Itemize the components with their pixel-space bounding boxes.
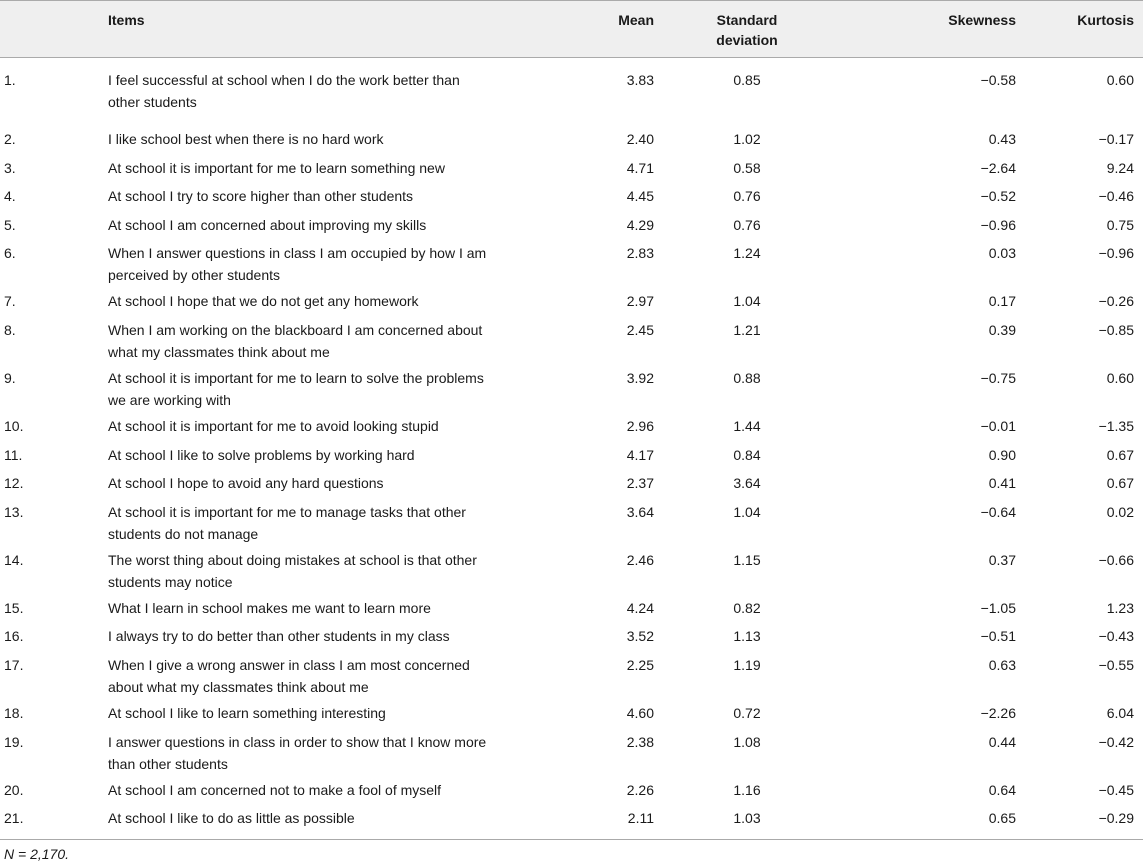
row-number: 14. — [4, 551, 24, 568]
row-mean: 2.96 — [626, 417, 654, 434]
row-item-text — [108, 242, 528, 290]
row-number: 18. — [4, 704, 24, 721]
row-number: 7. — [4, 293, 16, 310]
item-text-line: At school I am concerned about improving my skills — [108, 216, 427, 233]
row-kurtosis: 0.60 — [1106, 369, 1134, 386]
row-standard-deviation: 1.24 — [733, 245, 761, 262]
row-kurtosis: −1.35 — [1098, 417, 1134, 434]
table-row — [0, 654, 1143, 702]
row-number: 6. — [4, 245, 16, 262]
header-row — [0, 1, 1143, 58]
table-row — [0, 549, 1143, 597]
row-standard-deviation: 1.04 — [733, 293, 761, 310]
row-number: 21. — [0, 807, 108, 840]
row-skewness: −0.52 — [980, 188, 1016, 205]
row-standard-deviation: 1.44 — [733, 417, 761, 434]
item-text-line: other students — [108, 94, 197, 110]
row-kurtosis: −0.96 — [1098, 245, 1134, 262]
item-text-line: students do not manage — [108, 525, 259, 542]
table-row — [0, 702, 1143, 731]
row-number: 3. — [4, 159, 16, 176]
table-row — [0, 319, 1143, 367]
row-kurtosis: −0.29 — [1016, 807, 1143, 840]
table-body — [0, 58, 1143, 840]
row-item-text — [108, 625, 528, 654]
row-standard-deviation: 3.64 — [733, 475, 761, 492]
row-item-text — [108, 654, 528, 702]
item-text-line: The worst thing about doing mistakes at school is that other — [108, 551, 477, 568]
row-item-text — [108, 214, 528, 243]
header-mean: Mean — [528, 1, 654, 58]
table-row — [0, 290, 1143, 319]
row-skewness: −0.64 — [980, 503, 1016, 520]
row-skewness: 0.44 — [988, 733, 1016, 750]
row-mean: 2.25 — [626, 656, 654, 673]
row-number: 2. — [4, 131, 16, 147]
row-skewness: −2.26 — [980, 704, 1016, 721]
row-number: 13. — [4, 503, 24, 520]
header-skewness: Skewness — [840, 1, 1016, 58]
item-text-line: At school I hope that we do not get any homework — [108, 293, 419, 310]
table-row — [0, 597, 1143, 626]
item-text-line: When I answer questions in class I am occupied by how I am — [108, 245, 487, 262]
row-kurtosis: −0.42 — [1098, 733, 1134, 750]
item-text-line: we are working with — [108, 391, 231, 408]
row-kurtosis: −0.85 — [1098, 321, 1134, 338]
table-row — [0, 731, 1143, 779]
row-item-text — [108, 415, 528, 444]
row-skewness: 0.65 — [840, 807, 1016, 840]
row-mean: 4.60 — [626, 704, 654, 721]
row-standard-deviation: 0.82 — [733, 599, 761, 616]
table-row — [0, 807, 1143, 840]
row-skewness: 0.64 — [988, 781, 1016, 798]
row-mean: 2.45 — [626, 321, 654, 338]
row-number: 15. — [4, 599, 24, 616]
row-mean: 2.97 — [626, 293, 654, 310]
row-number: 5. — [4, 216, 16, 233]
row-number: 1. — [4, 72, 16, 88]
row-item-text — [108, 549, 528, 597]
item-text-line: At school I try to score higher than other students — [108, 188, 414, 205]
item-text-line: At school I hope to avoid any hard questions — [108, 475, 384, 492]
table-header — [0, 1, 1143, 58]
item-text-line: When I give a wrong answer in class I am most concerned — [108, 656, 470, 673]
row-standard-deviation: 0.76 — [733, 216, 761, 233]
table-row — [0, 625, 1143, 654]
table-row — [0, 185, 1143, 214]
row-kurtosis: 6.04 — [1106, 704, 1134, 721]
table-row — [0, 501, 1143, 549]
row-standard-deviation: 0.76 — [733, 188, 761, 205]
table-row — [0, 367, 1143, 415]
item-text-line: what my classmates think about me — [108, 343, 330, 360]
header-sd-line2: deviation — [716, 32, 778, 48]
table-row — [0, 242, 1143, 290]
table-row — [0, 128, 1143, 157]
table-row — [0, 415, 1143, 444]
row-mean: 4.17 — [626, 446, 654, 463]
table-row — [0, 444, 1143, 473]
row-skewness: −0.75 — [980, 369, 1016, 386]
table-footnote: N = 2,170. — [4, 846, 69, 863]
row-item-text — [108, 128, 528, 157]
table-row — [0, 214, 1143, 243]
row-kurtosis: 9.24 — [1106, 159, 1134, 176]
row-skewness: 0.03 — [988, 245, 1016, 262]
item-text-line: At school it is important for me to learn something new — [108, 159, 445, 176]
row-kurtosis: −0.26 — [1098, 293, 1134, 310]
row-kurtosis: −0.45 — [1098, 781, 1134, 798]
item-text-line: I always try to do better than other students in my class — [108, 628, 450, 645]
row-item-text — [108, 807, 528, 840]
row-number: 10. — [4, 417, 24, 434]
header-kurtosis: Kurtosis — [1016, 1, 1143, 58]
row-mean: 4.24 — [626, 599, 654, 616]
row-skewness: −0.01 — [980, 417, 1016, 434]
row-skewness: 0.39 — [988, 321, 1016, 338]
row-kurtosis: −0.66 — [1098, 551, 1134, 568]
row-mean: 3.64 — [626, 503, 654, 520]
row-skewness: 0.41 — [988, 475, 1016, 492]
row-standard-deviation: 1.13 — [733, 628, 761, 645]
row-kurtosis: 0.02 — [1106, 503, 1134, 520]
header-number — [0, 1, 108, 58]
item-text-line: At school I like to solve problems by working hard — [108, 446, 415, 463]
row-mean: 2.11 — [528, 807, 654, 840]
row-mean: 3.92 — [626, 369, 654, 386]
row-mean: 2.40 — [626, 131, 654, 147]
row-standard-deviation: 0.58 — [733, 159, 761, 176]
item-text-line: At school I am concerned not to make a fool of myself — [108, 781, 442, 798]
item-text-line: perceived by other students — [108, 267, 280, 284]
row-mean: 2.83 — [626, 245, 654, 262]
table-row — [0, 779, 1143, 808]
row-mean: 4.29 — [626, 216, 654, 233]
row-kurtosis: 1.23 — [1106, 599, 1134, 616]
row-kurtosis: −0.17 — [1098, 131, 1134, 147]
row-number: 4. — [4, 188, 16, 205]
row-item-text — [108, 319, 528, 367]
row-item-text — [108, 597, 528, 626]
item-text-line: students may notice — [108, 573, 233, 590]
row-number: 12. — [4, 475, 24, 492]
row-standard-deviation: 1.19 — [733, 656, 761, 673]
header-sd-line1: Standard — [716, 12, 778, 28]
item-text-line: I feel successful at school when I do the work better than — [108, 72, 460, 88]
row-standard-deviation: 1.02 — [733, 131, 761, 147]
row-item-text — [108, 501, 528, 549]
row-skewness: −2.64 — [980, 159, 1016, 176]
row-standard-deviation: 1.16 — [733, 781, 761, 798]
row-skewness: 0.90 — [988, 446, 1016, 463]
row-mean: 2.38 — [626, 733, 654, 750]
item-text-line: At school I like to learn something interesting — [108, 704, 386, 721]
row-item-text — [108, 290, 528, 319]
row-item-text — [108, 58, 528, 129]
row-skewness: −1.05 — [980, 599, 1016, 616]
row-mean: 3.52 — [626, 628, 654, 645]
row-kurtosis: 0.75 — [1106, 216, 1134, 233]
row-item-text — [108, 779, 528, 808]
item-text-line: At school it is important for me to avoid looking stupid — [108, 417, 439, 434]
row-kurtosis: −0.55 — [1098, 656, 1134, 673]
row-mean: 2.37 — [626, 475, 654, 492]
row-item-text — [108, 731, 528, 779]
table-row — [0, 157, 1143, 186]
item-text-line: At school I like to do as little as possible — [108, 810, 355, 827]
item-text-line: When I am working on the blackboard I am concerned about — [108, 321, 483, 338]
row-standard-deviation: 1.04 — [733, 503, 761, 520]
row-number: 11. — [4, 446, 23, 463]
row-number: 8. — [4, 321, 16, 338]
row-number: 17. — [4, 656, 24, 673]
row-number: 16. — [4, 628, 24, 645]
row-standard-deviation: 1.21 — [733, 321, 761, 338]
item-text-line: At school it is important for me to manage tasks that other — [108, 503, 466, 520]
row-number: 20. — [4, 781, 24, 798]
table-row — [0, 472, 1143, 501]
row-kurtosis: 0.67 — [1106, 446, 1134, 463]
row-standard-deviation: 0.88 — [733, 369, 761, 386]
row-standard-deviation: 0.85 — [733, 72, 761, 88]
row-skewness: 0.63 — [988, 656, 1016, 673]
row-mean: 4.45 — [626, 188, 654, 205]
row-skewness: 0.17 — [988, 293, 1016, 310]
row-skewness: 0.37 — [988, 551, 1016, 568]
row-item-text — [108, 702, 528, 731]
row-mean: 4.71 — [626, 159, 654, 176]
item-text-line: I like school best when there is no hard work — [108, 131, 384, 147]
row-skewness: −0.58 — [980, 72, 1016, 88]
item-text-line: about what my classmates think about me — [108, 678, 369, 695]
row-number: 19. — [4, 733, 24, 750]
row-item-text — [108, 472, 528, 501]
row-kurtosis: 0.67 — [1106, 475, 1134, 492]
row-skewness: 0.43 — [988, 131, 1016, 147]
row-standard-deviation: 0.72 — [733, 704, 761, 721]
row-item-text — [108, 444, 528, 473]
item-text-line: I answer questions in class in order to show that I know more — [108, 733, 487, 750]
table-row — [0, 58, 1143, 129]
row-item-text — [108, 367, 528, 415]
row-standard-deviation: 0.84 — [733, 446, 761, 463]
row-kurtosis: 0.60 — [1106, 72, 1134, 88]
row-number: 9. — [4, 369, 16, 386]
row-standard-deviation: 1.03 — [654, 807, 840, 840]
row-skewness: −0.51 — [980, 628, 1016, 645]
row-mean: 2.26 — [626, 781, 654, 798]
row-item-text — [108, 185, 528, 214]
row-item-text — [108, 157, 528, 186]
item-text-line: What I learn in school makes me want to learn more — [108, 599, 431, 616]
item-text-line: than other students — [108, 755, 228, 772]
row-kurtosis: −0.46 — [1098, 188, 1134, 205]
row-mean: 3.83 — [626, 72, 654, 88]
row-standard-deviation: 1.15 — [733, 551, 761, 568]
row-kurtosis: −0.43 — [1098, 628, 1134, 645]
header-standard-deviation — [654, 1, 840, 58]
row-skewness: −0.96 — [980, 216, 1016, 233]
row-mean: 2.46 — [626, 551, 654, 568]
item-text-line: At school it is important for me to learn to solve the problems — [108, 369, 484, 386]
header-items: Items — [108, 1, 528, 58]
row-standard-deviation: 1.08 — [733, 733, 761, 750]
